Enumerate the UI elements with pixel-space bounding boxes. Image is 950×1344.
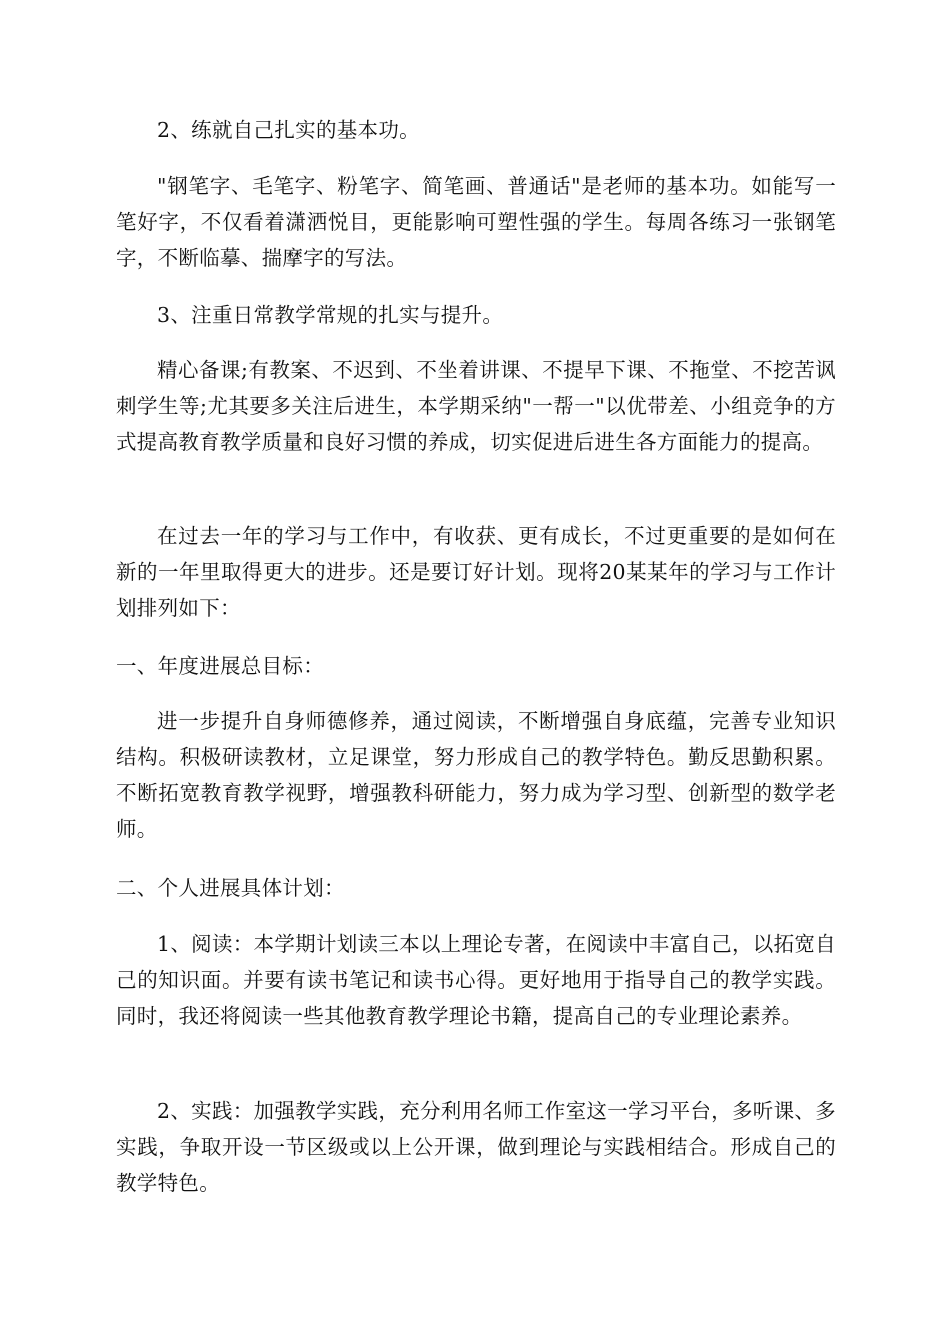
paragraph-basic-skills-body: "钢笔字、毛笔字、粉笔字、简笔画、普通话"是老师的基本功。如能写一笔好字，不仅看着潇洒悦目，更能影响可塑性强的学生。每周各练习一张钢笔字，不断临摹、揣摩字的写法。 — [116, 174, 836, 270]
paragraph-teaching-routine-body: 精心备课;有教案、不迟到、不坐着讲课、不提早下课、不拖堂、不挖苦讽刺学生等;尤其要多关注后进生，本学期采纳"一帮一"以优带差、小组竞争的方式提高教育教学质量和良好习惯的养成，切实促进后进生各方面能力的提高。 — [116, 358, 836, 454]
paragraph-yearly-plan-intro: 在过去一年的学习与工作中，有收获、更有成长，不过更重要的是如何在新的一年里取得更大的进步。还是要订好计划。现将20某某年的学习与工作计划排列如下： — [116, 524, 836, 620]
section-heading-personal-plan: 二、个人进展具体计划： — [116, 876, 345, 900]
paragraph-reading-plan: 1、阅读：本学期计划读三本以上理论专著，在阅读中丰富自己，以拓宽自己的知识面。并要有读书笔记和读书心得。更好地用于指导自己的教学实践。同时，我还将阅读一些其他教育教学理论书籍，提高自己的专业理论素养。 — [116, 932, 836, 1028]
paragraph-teaching-routine-heading: 3、注重日常教学常规的扎实与提升。 — [157, 303, 504, 327]
paragraph-practice-plan: 2、实践：加强教学实践，充分利用名师工作室这一学习平台，多听课、多实践，争取开设一节区级或以上公开课，做到理论与实践相结合。形成自己的教学特色。 — [116, 1099, 836, 1195]
paragraph-basic-skills-heading: 2、练就自己扎实的基本功。 — [157, 118, 420, 142]
section-heading-annual-goal: 一、年度进展总目标： — [116, 654, 324, 678]
paragraph-annual-goal-body: 进一步提升自身师德修养，通过阅读，不断增强自身底蕴，完善专业知识结构。积极研读教材，立足课堂，努力形成自己的教学特色。勤反思勤积累。不断拓宽教育教学视野，增强教科研能力，努力成为学习型、创新型的数学老师。 — [116, 709, 836, 841]
